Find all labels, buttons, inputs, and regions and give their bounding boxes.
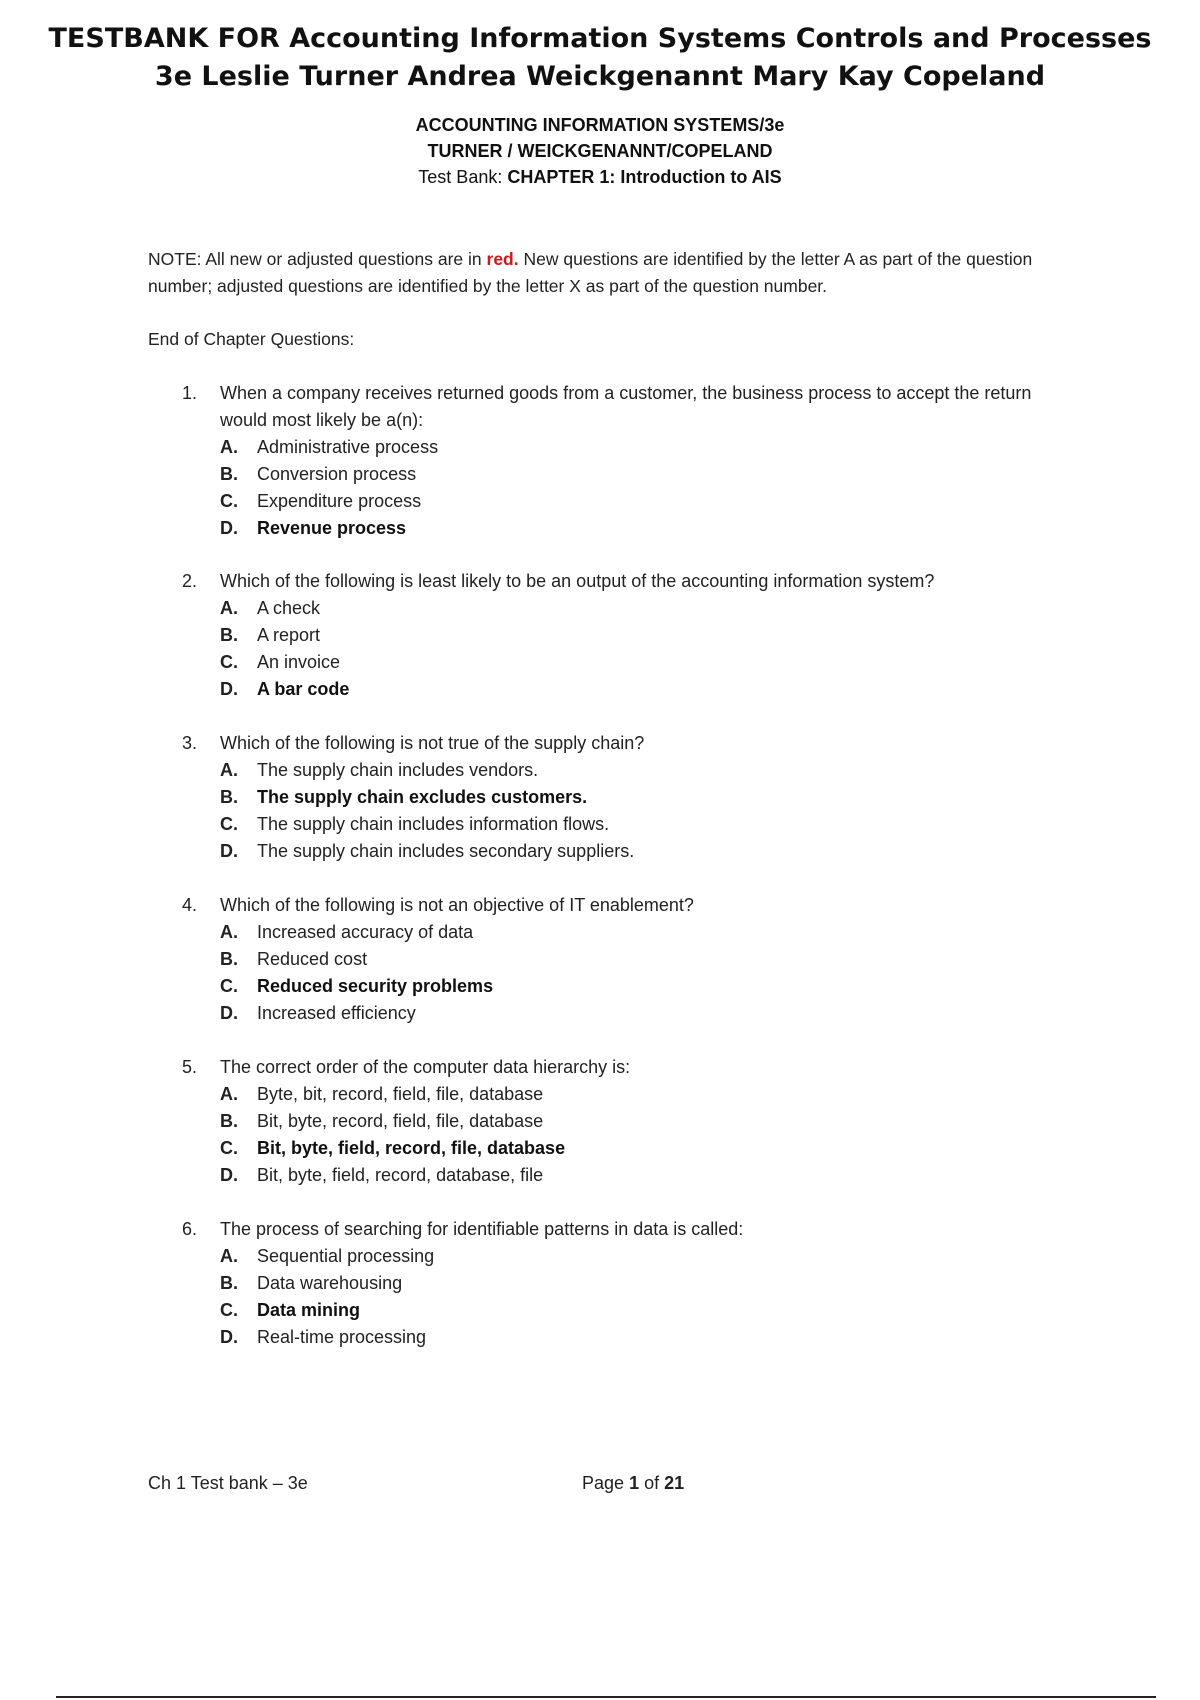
answer-option: [220, 1324, 1082, 1351]
option-text: Bit, byte, field, record, file, database: [257, 1138, 566, 1158]
answer-option: [220, 946, 1082, 973]
option-text: Administrative process: [257, 437, 439, 457]
option-text: An invoice: [257, 652, 341, 672]
question-number: 3.: [182, 733, 198, 753]
footer-label: Ch 1 Test bank – 3e: [148, 1473, 308, 1493]
question-text: The process of searching for identifiable patterns in data is called:: [220, 1219, 744, 1239]
question-text: The correct order of the computer data hierarchy is:: [220, 1057, 631, 1077]
answer-option: [220, 838, 1082, 865]
option-text: Increased efficiency: [257, 1003, 416, 1023]
answer-option: [220, 515, 1082, 542]
option-letter: C.: [220, 652, 238, 672]
question-number: 4.: [182, 895, 198, 915]
answer-option: [220, 1000, 1082, 1027]
question-item: [182, 1216, 1082, 1351]
option-text: The supply chain includes information flows.: [257, 814, 610, 834]
subheader-chapter: [0, 164, 1200, 190]
answer-option: [220, 1162, 1082, 1189]
option-text: Increased accuracy of data: [257, 922, 474, 942]
option-text: Conversion process: [257, 464, 417, 484]
subheader-chapter-value: CHAPTER 1: Introduction to AIS: [507, 167, 782, 187]
answer-option: [220, 1081, 1082, 1108]
option-letter: D.: [220, 1327, 238, 1347]
option-letter: A.: [220, 760, 238, 780]
page-current: 1: [629, 1473, 640, 1493]
note-text-after: New questions are identified by the letter A as part of the question number; adjusted questions are identified by the letter X as part of the question number.: [148, 249, 1033, 296]
option-text: Byte, bit, record, field, file, database: [257, 1084, 544, 1104]
question-text: When a company receives returned goods from a customer, the business process to accept the return would most likely be a(n):: [220, 383, 1032, 430]
option-letter: B.: [220, 1111, 238, 1131]
document-subheader: [0, 112, 1200, 190]
answer-option: [220, 1297, 1082, 1324]
answer-option: [220, 1135, 1082, 1162]
option-text: The supply chain includes vendors.: [257, 760, 539, 780]
option-text: A check: [257, 598, 321, 618]
subheader-course: ACCOUNTING INFORMATION SYSTEMS/3e: [415, 115, 785, 135]
answer-option: [220, 1243, 1082, 1270]
option-text: A report: [257, 625, 321, 645]
answer-option: [220, 622, 1082, 649]
page-total: 21: [664, 1473, 685, 1493]
answer-option: [220, 676, 1082, 703]
option-letter: B.: [220, 625, 238, 645]
document-title: TESTBANK FOR Accounting Information Systems Controls and Processes 3e Leslie Turner Andrea Weickgenannt Mary Kay Copeland: [48, 23, 1152, 92]
question-text: Which of the following is not true of the supply chain?: [220, 733, 645, 753]
option-letter: D.: [220, 841, 238, 861]
question-number: 2.: [182, 571, 198, 591]
option-letter: D.: [220, 679, 238, 699]
option-letter: C.: [220, 976, 238, 996]
option-letter: B.: [220, 787, 238, 807]
question-item: [182, 568, 1082, 703]
question-number: 6.: [182, 1219, 198, 1239]
option-text: Reduced security problems: [257, 976, 494, 996]
question-item: [182, 730, 1082, 865]
option-letter: D.: [220, 1165, 238, 1185]
option-letter: A.: [220, 1246, 238, 1266]
question-number: 5.: [182, 1057, 198, 1077]
answer-option: [220, 488, 1082, 515]
option-text: The supply chain includes secondary suppliers.: [257, 841, 635, 861]
question-text: Which of the following is not an objective of IT enablement?: [220, 895, 694, 915]
question-text: Which of the following is least likely to be an output of the accounting information system?: [220, 571, 935, 591]
answer-option: [220, 649, 1082, 676]
option-letter: B.: [220, 1273, 238, 1293]
subheader-authors: TURNER / WEICKGENANNT/COPELAND: [427, 141, 773, 161]
note-red-word: red.: [486, 249, 519, 269]
option-letter: C.: [220, 491, 238, 511]
note-paragraph: [148, 246, 1068, 300]
page-number: [582, 1470, 684, 1496]
answer-option: [220, 461, 1082, 488]
note-text-before: NOTE: All new or adjusted questions are in: [148, 249, 487, 269]
section-title: End of Chapter Questions:: [148, 329, 355, 349]
option-text: Real-time processing: [257, 1327, 427, 1347]
option-letter: A.: [220, 598, 238, 618]
answer-option: [220, 595, 1082, 622]
option-letter: B.: [220, 464, 238, 484]
page-of: of: [644, 1473, 660, 1493]
option-text: Revenue process: [257, 518, 407, 538]
subheader-chapter-label: Test Bank:: [418, 167, 503, 187]
option-text: Bit, byte, record, field, file, database: [257, 1111, 544, 1131]
option-text: Bit, byte, field, record, database, file: [257, 1165, 544, 1185]
option-letter: A.: [220, 437, 238, 457]
option-text: Sequential processing: [257, 1246, 435, 1266]
option-text: Data mining: [257, 1300, 361, 1320]
answer-option: [220, 784, 1082, 811]
question-number: 1.: [182, 383, 198, 403]
bottom-divider: [56, 1696, 1156, 1698]
option-letter: A.: [220, 1084, 238, 1104]
page-label: Page: [582, 1473, 625, 1493]
option-text: The supply chain excludes customers.: [257, 787, 588, 807]
option-text: Data warehousing: [257, 1273, 403, 1293]
answer-option: [220, 434, 1082, 461]
option-text: Reduced cost: [257, 949, 368, 969]
option-text: Expenditure process: [257, 491, 422, 511]
question-item: [182, 892, 1082, 1027]
option-letter: C.: [220, 1300, 238, 1320]
question-item: [182, 380, 1082, 542]
answer-option: [220, 757, 1082, 784]
question-item: [182, 1054, 1082, 1189]
answer-option: [220, 1270, 1082, 1297]
option-text: A bar code: [257, 679, 350, 699]
option-letter: B.: [220, 949, 238, 969]
answer-option: [220, 919, 1082, 946]
option-letter: C.: [220, 814, 238, 834]
answer-option: [220, 811, 1082, 838]
option-letter: C.: [220, 1138, 238, 1158]
option-letter: D.: [220, 518, 238, 538]
answer-option: [220, 973, 1082, 1000]
option-letter: D.: [220, 1003, 238, 1023]
answer-option: [220, 1108, 1082, 1135]
option-letter: A.: [220, 922, 238, 942]
